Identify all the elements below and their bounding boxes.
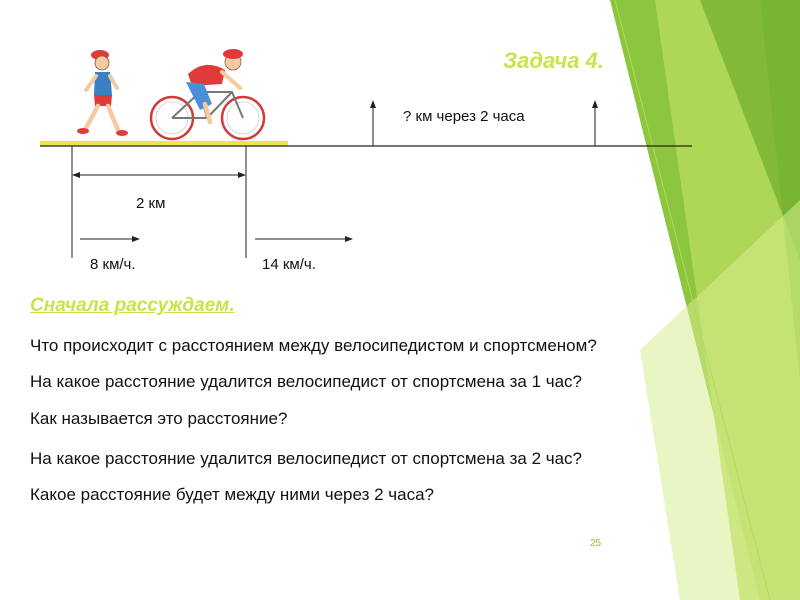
question-distance-label: ? км через 2 часа	[403, 108, 525, 125]
question-item: На какое расстояние удалится велосипедист от спортсмена за 2 час?	[30, 449, 583, 468]
page-number: 25	[590, 538, 602, 549]
runner-speed-label: 8 км/ч.	[90, 256, 136, 273]
distance-arrowhead-left	[72, 172, 80, 178]
distance-arrowhead-right	[238, 172, 246, 178]
question-item: Что происходит с расстоянием между велосипедистом и спортсменом?	[30, 336, 597, 355]
marker-left-arrowhead	[370, 100, 376, 108]
slide-title: Задача 4.	[503, 48, 604, 73]
question-item: Как называется это расстояние?	[30, 409, 288, 428]
start-ground	[40, 141, 288, 146]
reasoning-heading: Сначала рассуждаем.	[30, 295, 235, 316]
runner-speed-arrowhead	[132, 236, 140, 242]
cyclist-speed-arrowhead	[345, 236, 353, 242]
runner-figure	[77, 50, 128, 136]
distance-label: 2 км	[136, 195, 166, 212]
question-item: На какое расстояние удалится велосипедист от спортсмена за 1 час?	[30, 372, 583, 391]
question-item: Какое расстояние будет между ними через 2 часа?	[30, 485, 434, 504]
cyclist-speed-label: 14 км/ч.	[262, 256, 316, 273]
marker-right-arrowhead	[592, 100, 598, 108]
cyclist-figure	[151, 49, 264, 139]
